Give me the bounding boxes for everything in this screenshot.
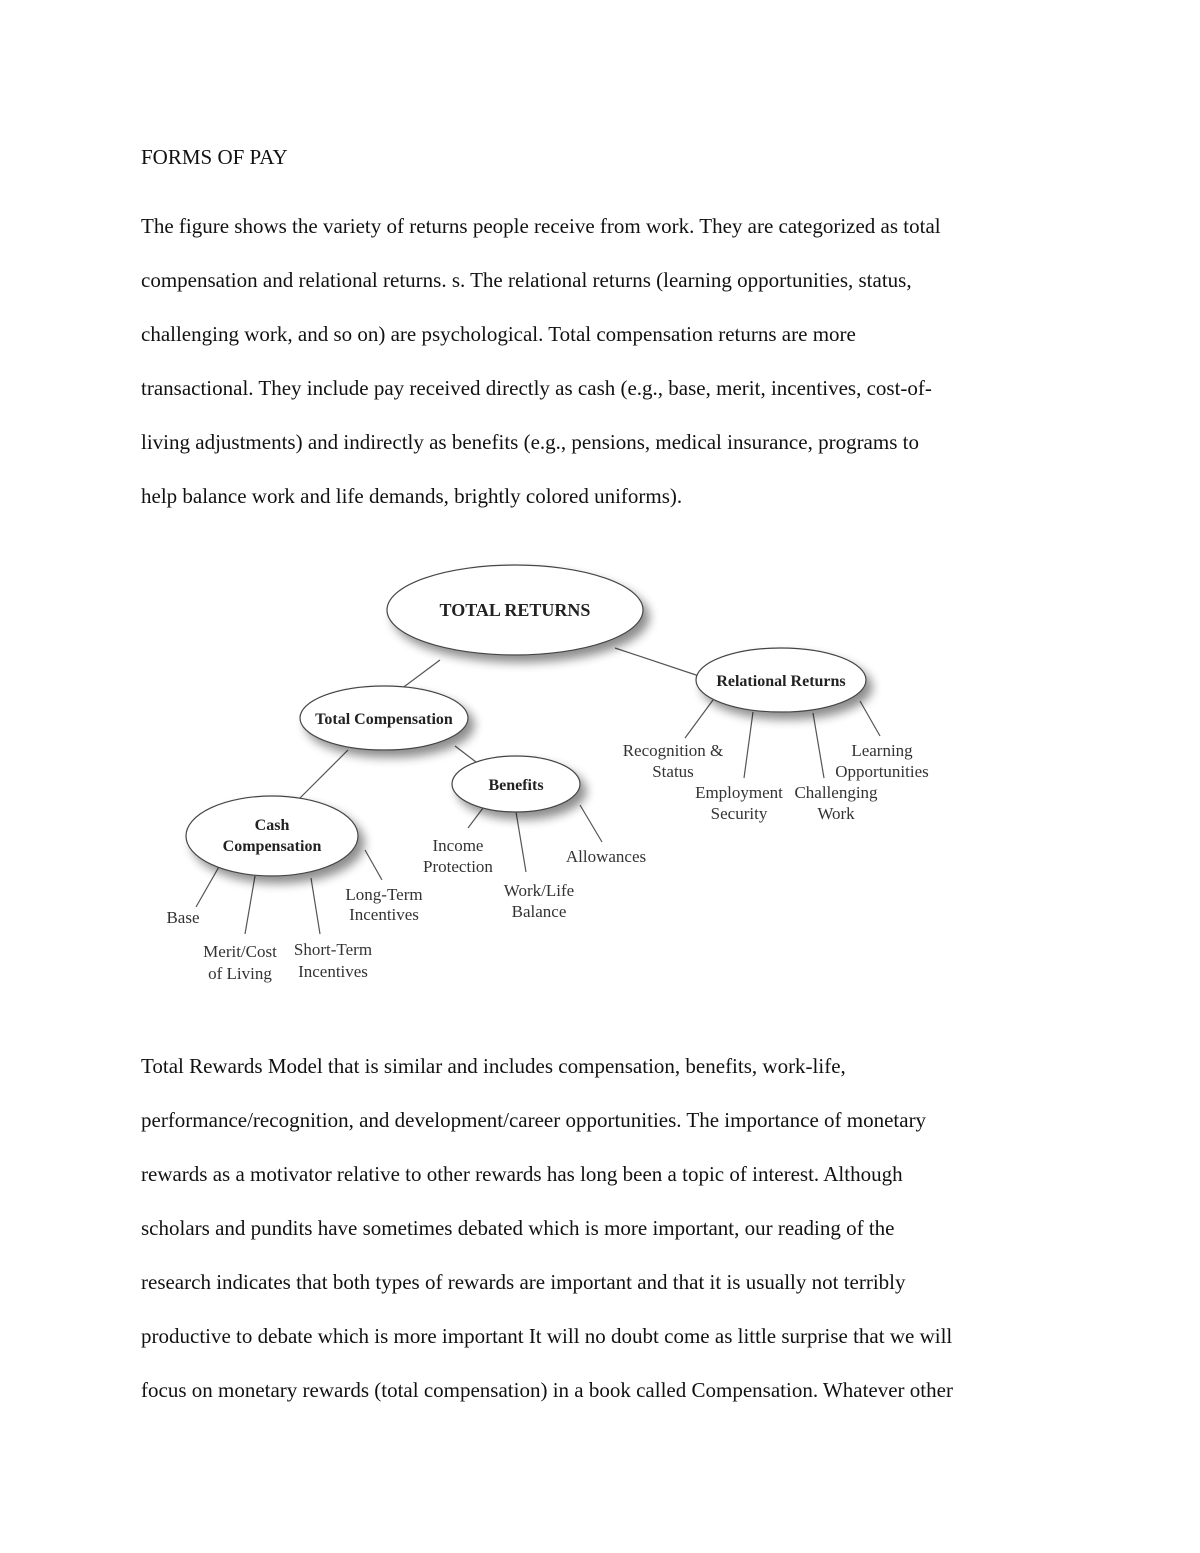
leaf-learning-opportunities xyxy=(835,741,929,781)
connector-benefits-to-income xyxy=(468,808,483,828)
leaf-label: Status xyxy=(652,762,694,781)
leaf-label: Long-Term xyxy=(345,885,423,904)
leaf-label: Balance xyxy=(511,902,567,921)
connector-relational-to-employment xyxy=(744,712,753,778)
paragraph-line: help balance work and life demands, brightly colored uniforms). xyxy=(141,484,683,508)
relational-returns-node xyxy=(696,648,866,712)
leaf-base xyxy=(166,908,199,927)
total-returns-diagram xyxy=(150,560,950,990)
connector-benefits-to-allowances xyxy=(580,805,602,842)
paragraph-line: focus on monetary rewards (total compensation) in a book called Compensation. Whatever other xyxy=(141,1378,953,1402)
paragraph-line: Total Rewards Model that is similar and includes compensation, benefits, work-life, xyxy=(141,1054,846,1078)
total-returns-node xyxy=(387,565,643,655)
connector-relational-to-recognition xyxy=(685,700,713,738)
leaf-employment-security xyxy=(695,783,783,823)
leaf-label: Income xyxy=(432,836,484,855)
cash-compensation-node xyxy=(186,796,358,876)
paragraph-line: productive to debate which is more important It will no doubt come as little surprise that we will xyxy=(141,1324,953,1348)
leaf-label: Challenging xyxy=(794,783,878,802)
relational-returns-label: Relational Returns xyxy=(716,673,846,690)
connector-cash-to-short-term xyxy=(311,878,320,934)
leaf-label: Opportunities xyxy=(835,762,929,781)
paragraph-line: The figure shows the variety of returns people receive from work. They are categorized as total xyxy=(141,214,941,238)
leaf-label: Recognition & xyxy=(622,741,724,760)
leaf-label: Base xyxy=(166,908,200,927)
connector-cash-to-base xyxy=(196,865,220,907)
leaf-income-protection xyxy=(423,836,493,876)
leaf-label: Protection xyxy=(423,857,493,876)
leaf-label: Employment xyxy=(695,783,783,802)
leaf-label: Learning xyxy=(851,741,913,760)
cash-label-line2: Compensation xyxy=(222,838,322,855)
leaf-short-term-incentives xyxy=(294,940,372,981)
paragraph-line: rewards as a motivator relative to other rewards has long been a topic of interest. Although xyxy=(141,1162,903,1186)
leaf-work-life-balance xyxy=(504,881,574,921)
total-returns-label: TOTAL RETURNS xyxy=(439,600,591,620)
leaf-label: Incentives xyxy=(298,962,368,981)
total-compensation-node xyxy=(300,686,468,750)
leaf-label: Allowances xyxy=(565,847,647,866)
leaf-label: Work xyxy=(817,804,855,823)
total-compensation-label: Total Compensation xyxy=(315,711,453,728)
benefits-node xyxy=(452,756,580,812)
leaf-label: Security xyxy=(710,804,768,823)
leaf-label: Incentives xyxy=(349,905,419,924)
paragraph-line: scholars and pundits have sometimes debated which is more important, our reading of the xyxy=(141,1216,895,1240)
leaf-label: Work/Life xyxy=(503,881,575,900)
paragraph-line: challenging work, and so on) are psychological. Total compensation returns are more xyxy=(141,322,856,346)
paragraph-line: research indicates that both types of rewards are important and that it is usually not terribly xyxy=(141,1270,906,1294)
section-heading: FORMS OF PAY xyxy=(141,145,288,169)
leaf-challenging-work xyxy=(794,783,878,823)
paragraph-line: compensation and relational returns. s. The relational returns (learning opportunities, status, xyxy=(141,268,912,292)
paragraph-line: transactional. They include pay received directly as cash (e.g., base, merit, incentives, cost-of- xyxy=(141,376,932,400)
cash-label-line1: Cash xyxy=(254,817,290,834)
paragraph-line: living adjustments) and indirectly as benefits (e.g., pensions, medical insurance, programs to xyxy=(141,430,919,454)
leaf-merit-cost-of-living xyxy=(203,942,277,983)
leaf-recognition-status xyxy=(623,741,724,781)
leaf-label: Short-Term xyxy=(293,940,373,959)
leaf-allowances xyxy=(566,847,646,866)
leaf-long-term-incentives xyxy=(345,885,422,924)
connector-relational-to-learning xyxy=(860,701,880,736)
connector-cash-to-merit xyxy=(245,876,255,934)
benefits-label: Benefits xyxy=(488,777,544,794)
leaf-label: of Living xyxy=(208,964,272,983)
connector-cash-to-long-term xyxy=(365,850,382,880)
leaf-label: Merit/Cost xyxy=(203,942,277,961)
connector-total-to-relational xyxy=(615,648,702,677)
connector-benefits-to-work-life xyxy=(516,812,526,872)
connector-relational-to-challenging xyxy=(813,713,824,778)
connector-compensation-to-benefits xyxy=(455,746,476,762)
paragraph-line: performance/recognition, and development/career opportunities. The importance of monetary xyxy=(141,1108,927,1132)
